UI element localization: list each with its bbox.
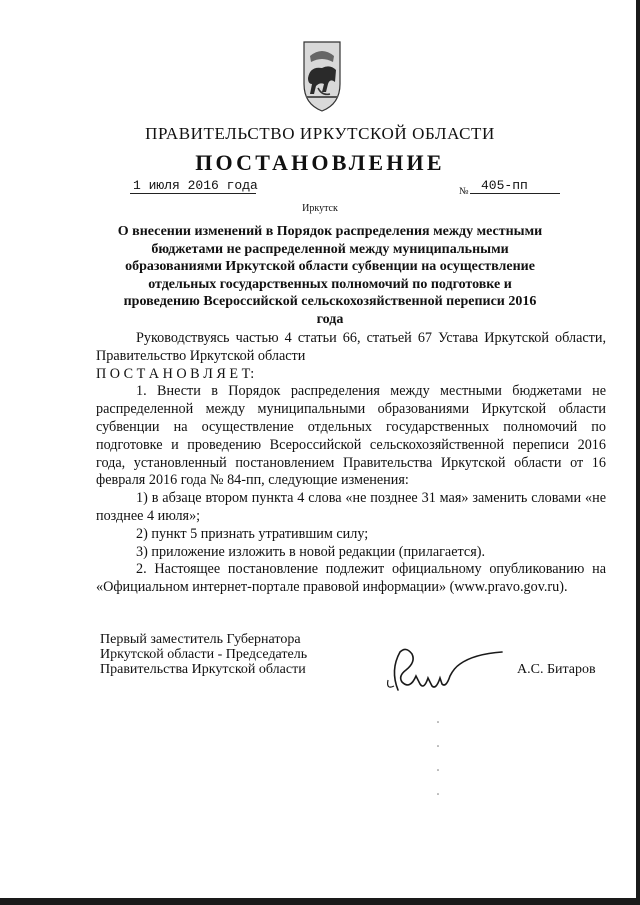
number-sign: № (459, 186, 469, 197)
irkutsk-coat-of-arms-icon (300, 38, 344, 114)
position-line: Правительства Иркутской области (100, 661, 306, 677)
scan-edge-bottom (0, 898, 640, 905)
item-1-2-paragraph: 2) пункт 5 признать утратившим силу; (136, 525, 369, 542)
signatory-position (100, 633, 307, 677)
signatory-name: А.С. Битаров (517, 662, 596, 677)
position-line: Иркутской области - Председатель (100, 646, 308, 662)
document-number: 405-пп (481, 178, 528, 193)
preamble-paragraph: Руководствуясь частью 4 статьи 66, статьей 67 Устава Иркутской области, Правительство Иркутской области (96, 330, 606, 364)
city-name: Иркутск (302, 203, 338, 214)
position-line: Первый заместитель Губернатора (100, 632, 301, 647)
decree-word: П О С Т А Н О В Л Я Е Т: (96, 365, 255, 382)
document-body (96, 330, 606, 597)
document-type: ПОСТАНОВЛЕНИЕ (195, 150, 445, 175)
document-date: 1 июля 2016 года (133, 178, 258, 193)
date-underline (130, 193, 256, 194)
item-1-1-paragraph: 1) в абзаце втором пункта 4 слова «не позднее 31 мая» заменить словами «не позднее 4 июля»; (96, 490, 606, 524)
document-heading: О внесении изменений в Порядок распределения между местными бюджетами не распределенной между муниципальными образованиями Иркутской области субвенции на осуществление отдельных государственных полномочий по подготовке и проведению Всероссийской сельскохозяйственной переписи 2016 года (117, 224, 543, 327)
government-name: ПРАВИТЕЛЬСТВО ИРКУТСКОЙ ОБЛАСТИ (145, 124, 495, 143)
handwritten-signature-icon (376, 640, 506, 700)
scan-speckles (436, 718, 440, 798)
number-underline (470, 193, 560, 194)
item-1-paragraph: 1. Внести в Порядок распределения между местными бюджетами не распределенной между муниципальными образованиями Иркутской области субвенции на осуществление отдельных государственных полномочий по подготовке и проведению Всероссийской сельскохозяйственной переписи 2016 года, установленный постановлением Правительства Иркутской области от 16 февраля 2016 года № 84-пп, следующие изменения: (96, 383, 606, 489)
item-2-paragraph: 2. Настоящее постановление подлежит официальному опубликованию на «Официальном интернет-портале правовой информации» (www.pravo.gov.ru). (96, 561, 606, 596)
item-1-3-paragraph: 3) приложение изложить в новой редакции (прилагается). (136, 543, 485, 560)
